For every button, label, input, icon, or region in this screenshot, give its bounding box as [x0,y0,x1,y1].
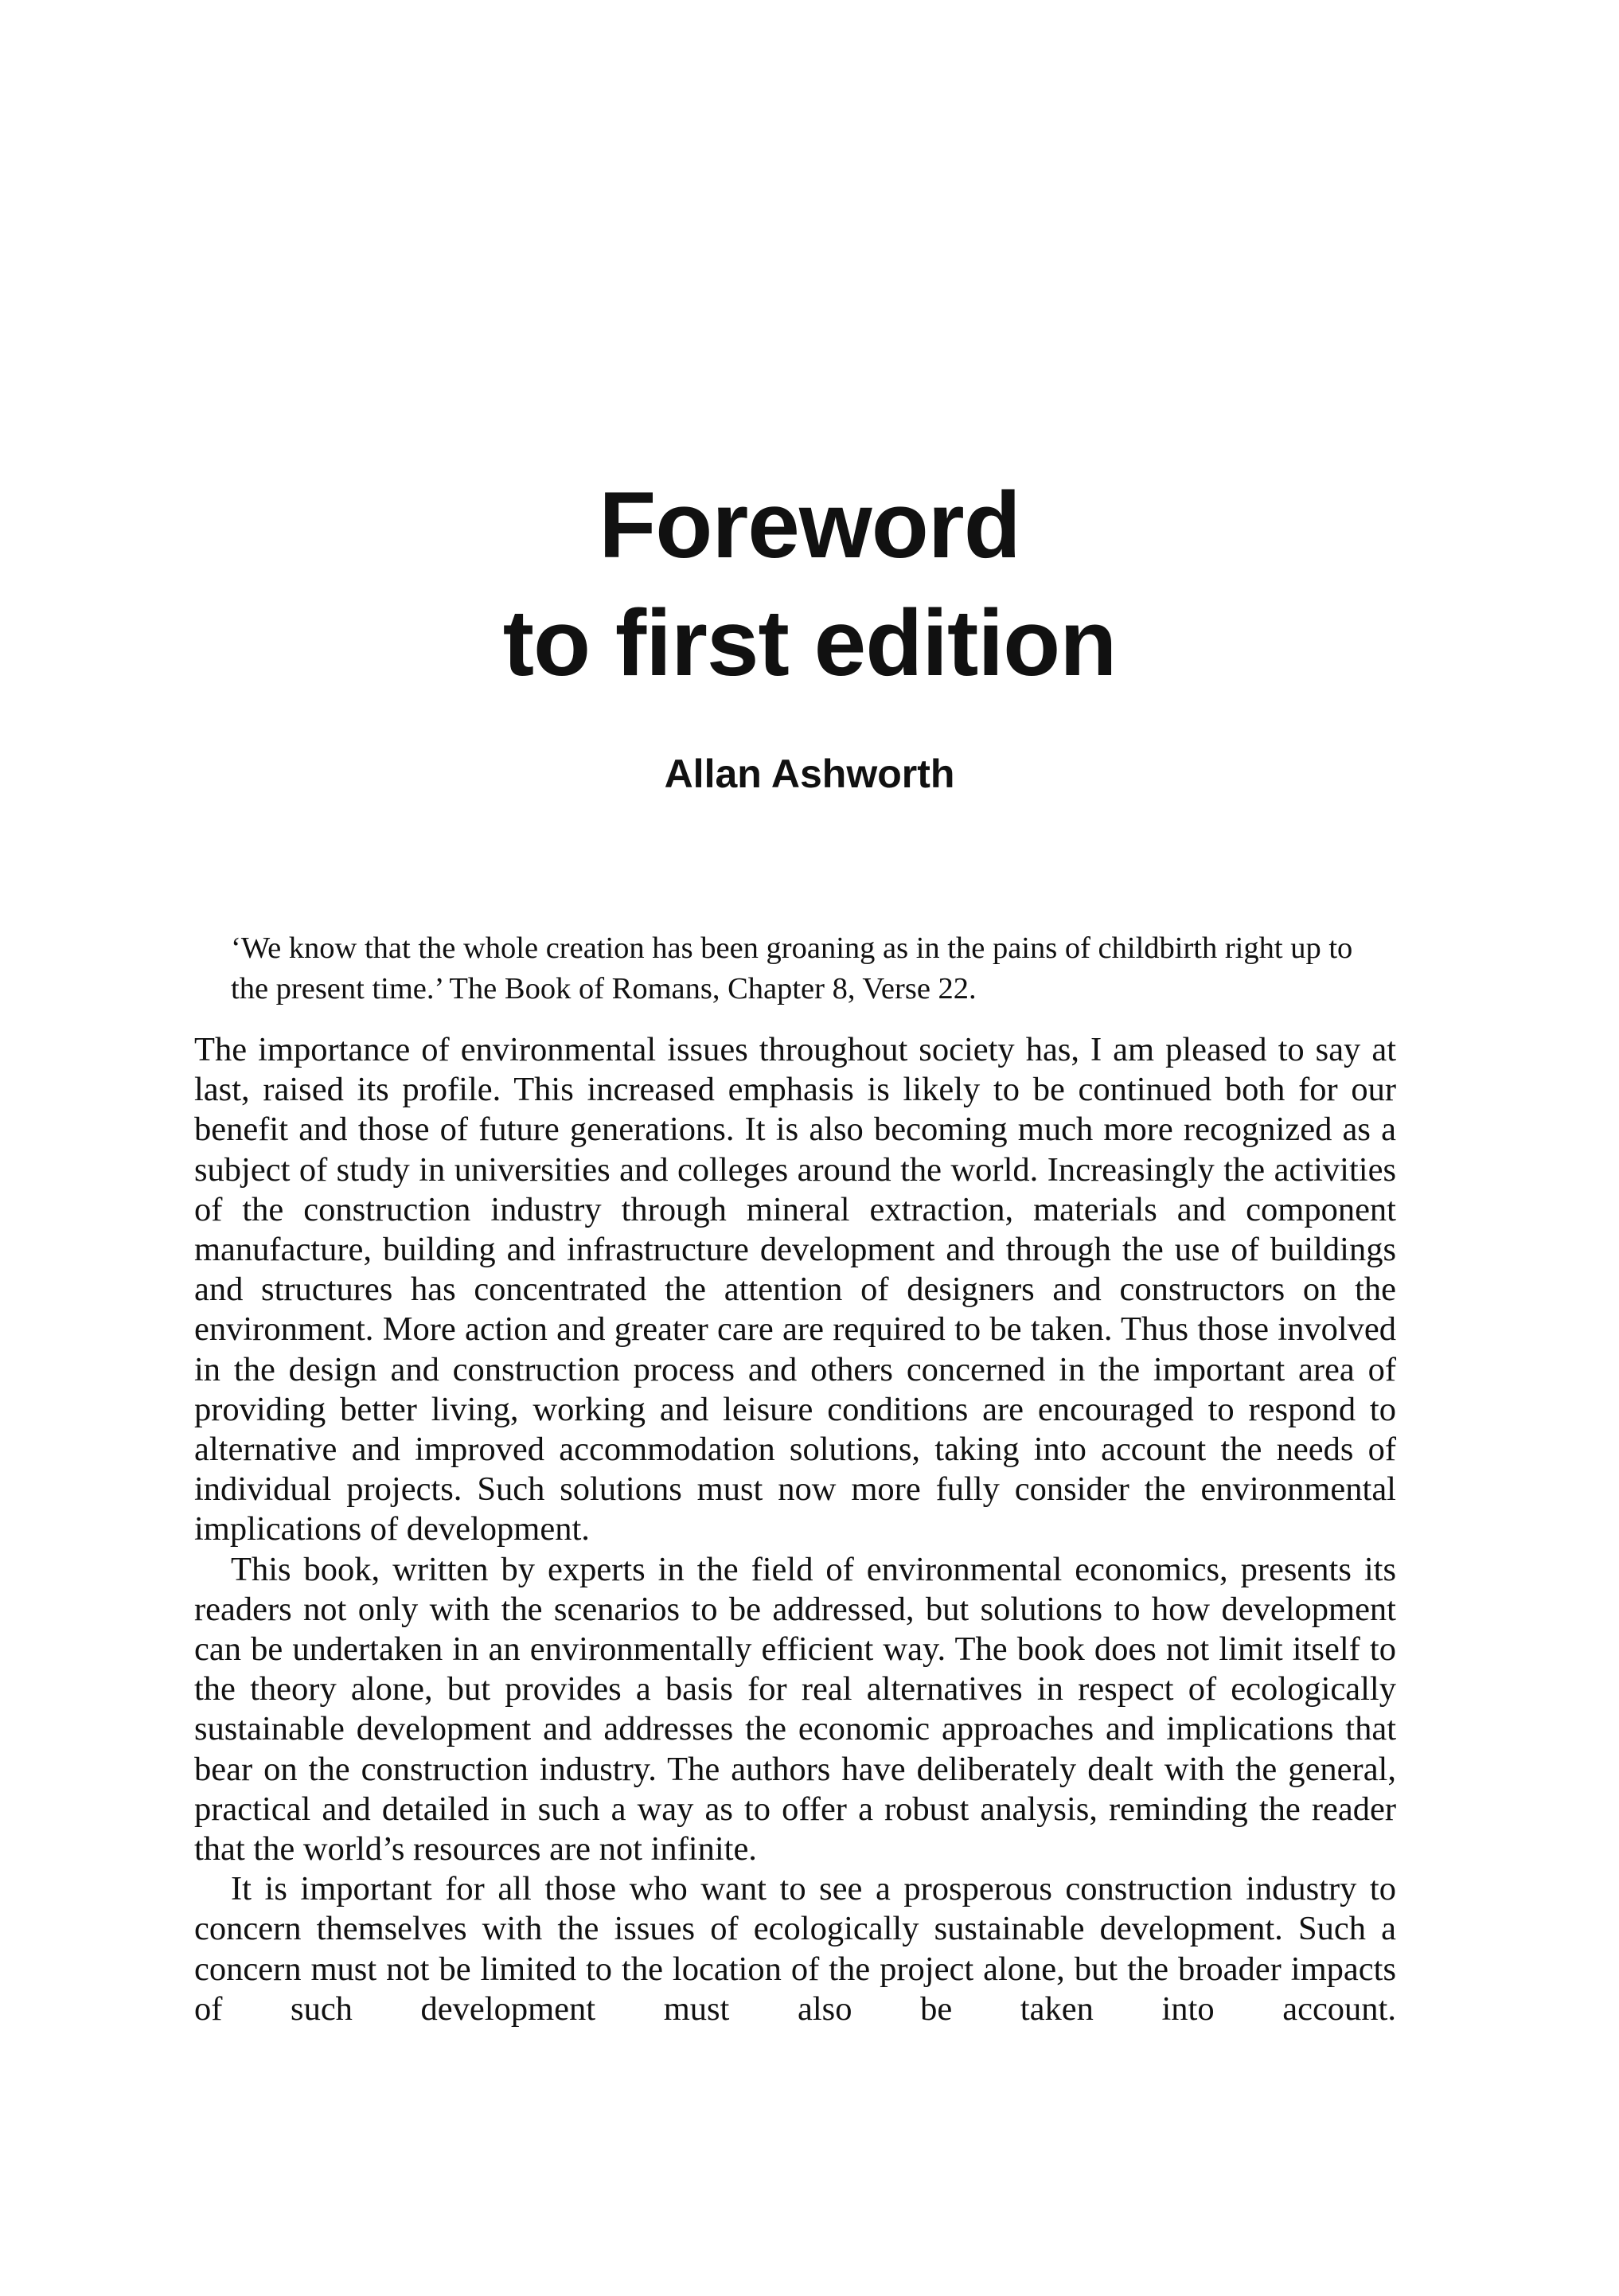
body-text [194,1030,1396,2029]
epigraph-quote: ‘We know that the whole creation has been groaning as in the pains of childbirth right up to the present time.’ The Book of Romans, Chapter 8, Verse 22. [231,931,1353,1005]
page-title [0,467,1619,702]
paragraph-1: The importance of environmental issues throughout society has, I am pleased to say at last, raised its profile. This increased emphasis is likely to be continued both for our benefit and those of future generations. It is also becoming much more recognized as a subject of study in universities and colleges around the world. Increasingly the activities of the construction industry through mineral extraction, materials and component manufacture, building and infrastructure development and through the use of buildings and structures has concentrated the attention of designers and constructors on the environment. More action and greater care are required to be taken. Thus those involved in the design and construction process and others concerned in the important area of providing better living, working and leisure conditions are encouraged to respond to alternative and improved accommodation solutions, taking into account the needs of individual projects. Such solutions must now more fully consider the environmental implications of development. [194,1031,1396,1548]
paragraph-2: This book, written by experts in the field of environmental economics, presents its readers not only with the scenarios to be addressed, but solutions to how development can be undertaken in an environmentally efficient way. The book does not limit itself to the theory alone, but provides a basis for real alternatives in respect of ecologically sustainable development and addresses the economic approaches and implications that bear on the construction industry. The authors have deliberately dealt with the general, practical and detailed in such a way as to offer a robust analysis, reminding the reader that the world’s resources are not infinite. [194,1550,1396,1868]
paragraph-3: It is important for all those who want to see a prosperous construction industry to concern themselves with the issues of ecologically sustainable development. Such a concern must not be limited to the location of the project alone, but the broader impacts of such development must also be taken into account. [194,1870,1396,2028]
title-line-1: Foreword [599,473,1020,578]
author-name: Allan Ashworth [664,752,955,796]
title-line-2: to first edition [502,591,1117,696]
